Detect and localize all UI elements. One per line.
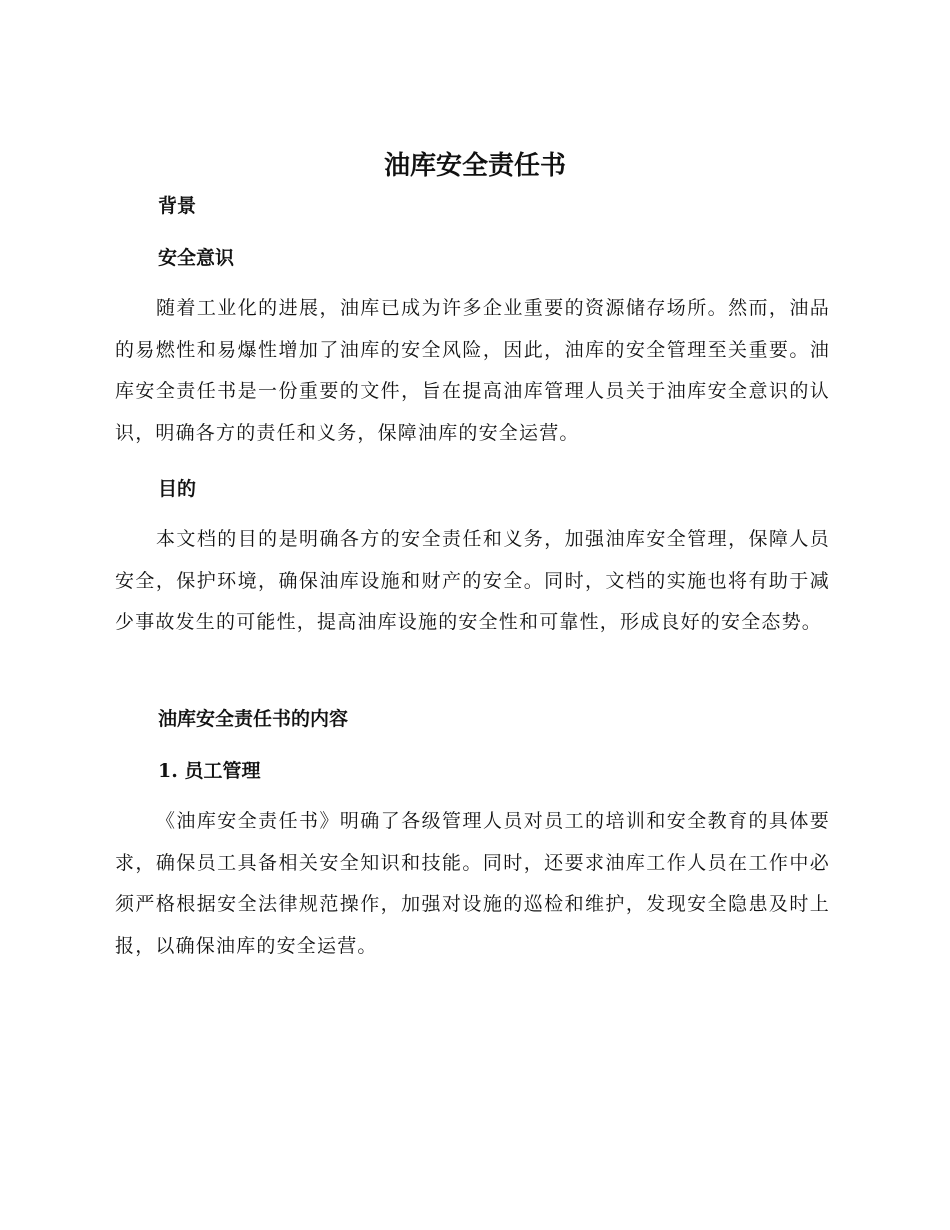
paragraph-purpose: 本文档的目的是明确各方的安全责任和义务，加强油库安全管理，保障人员安全，保护环境，确保油库设施和财产的安全。同时，文档的实施也将有助于减少事故发生的可能性，提高油库设施的安全性和可靠性，形成良好的安全态势。 [115,528,830,633]
document-title: 油库安全责任书 [383,151,566,181]
heading-contents: 油库安全责任书的内容 [158,708,349,730]
paragraph-safety-awareness: 随着工业化的进展，油库已成为许多企业重要的资源储存场所。然而，油品的易燃性和易爆性增加了油库的安全风险，因此，油库的安全管理至关重要。油库安全责任书是一份重要的文件，旨在提高油库管理人员关于油库安全意识的认识，明确各方的责任和义务，保障油库的安全运营。 [115,297,830,444]
heading-background: 背景 [158,195,197,217]
heading-staff-management: 1. 员工管理 [158,760,261,782]
heading-safety-awareness: 安全意识 [158,247,235,269]
paragraph-staff-management: 《油库安全责任书》明确了各级管理人员对员工的培训和安全教育的具体要求，确保员工具备相关安全知识和技能。同时，还要求油库工作人员在工作中必须严格根据安全法律规范操作，加强对设施的巡检和维护，发现安全隐患及时上报，以确保油库的安全运营。 [115,810,830,957]
heading-purpose: 目的 [158,478,197,500]
